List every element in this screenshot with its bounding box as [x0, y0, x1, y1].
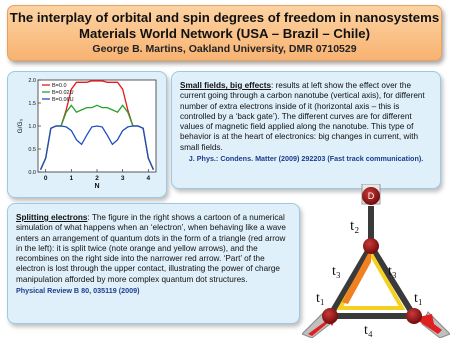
- y-tick-label: 2.0: [28, 78, 36, 84]
- conductance-chart: [8, 72, 166, 197]
- label-t1-right: t₁: [414, 291, 423, 306]
- y-tick-label: 1.0: [28, 124, 36, 130]
- y-tick-label: 0.0: [28, 170, 36, 176]
- bond-left: [330, 246, 371, 316]
- legend-label-1: B=0.02U: [52, 90, 74, 96]
- x-tick-label: 0: [43, 175, 48, 182]
- small-fields-reference: J. Phys.: Condens. Matter (2009) 292203 (Fast track communication).: [188, 154, 424, 164]
- legend-label-0: B=0.0: [52, 83, 67, 89]
- splitting-text: [16, 213, 291, 285]
- title-banner: [7, 5, 442, 61]
- dot-right: [406, 308, 422, 324]
- svg-text:D: D: [367, 191, 375, 201]
- legend-label-2: B=0.06U: [52, 97, 74, 103]
- label-t1-left: t₁: [316, 291, 325, 306]
- x-tick-label: 4: [146, 175, 151, 182]
- main-title: The interplay of orbital and spin degrees of freedom in nanosystems: [9, 10, 440, 25]
- dot-left: [322, 308, 338, 324]
- label-t2: t₂: [350, 218, 360, 234]
- small-fields-body: : results at left show the effect over the current going through a carbon nanotube (vertical axis), for different number of extra electrons inside of it (horizontal axis – this is controlled by a ‘back gate’). The different curves are for different values of magnetic field applied along the nanotube. This type of behavior is at the heart of electronics: big changes in current, with small fields.: [180, 81, 425, 152]
- network-title: Materials World Network (USA – Brazil – Chile): [79, 26, 370, 41]
- author-line: George B. Martins, Oakland University, DMR 0710529: [92, 43, 357, 55]
- label-t4: t₄: [364, 323, 373, 338]
- label-t3-right: t₃: [388, 264, 397, 279]
- splitting-body: : The figure in the right shows a cartoon of a numerical simulation of what happens when an ‘electron’, when behaving like a wave enters an arrangement of quantum dots in the form of a triangle (red arrow in the left): it is split twice (note orange and yellow arrows), and the recombines on the right side into the narrower red arrow. ‘Part’ of the electron is lost through the upper contact, illustrating the power of charge manipulation afforded by more complex quantum dot structures.: [16, 213, 286, 284]
- splitting-panel: [7, 203, 300, 324]
- small-fields-text: [180, 81, 432, 153]
- quantum-dot-triangle-diagram: [302, 184, 450, 338]
- x-tick-label: 2: [95, 175, 99, 182]
- y-tick-label: 1.5: [28, 101, 36, 107]
- small-fields-lead: Small fields, big effects: [180, 81, 271, 90]
- conductance-chart-panel: [7, 71, 167, 198]
- dot-apex: [363, 238, 379, 254]
- y-tick-label: 0.5: [28, 147, 36, 153]
- orange-arrow: [342, 248, 371, 304]
- x-tick-label: 1: [69, 175, 74, 182]
- splitting-lead: Splitting electrons: [16, 213, 88, 222]
- label-t3-left: t₃: [332, 264, 341, 279]
- bond-right: [371, 246, 414, 316]
- y-axis-label: G/G₀: [17, 118, 24, 134]
- x-tick-label: 3: [120, 175, 125, 182]
- small-fields-panel: [171, 71, 441, 189]
- x-axis-label: N: [94, 183, 100, 190]
- splitting-reference: Physical Review B 80, 035119 (2009): [16, 286, 140, 296]
